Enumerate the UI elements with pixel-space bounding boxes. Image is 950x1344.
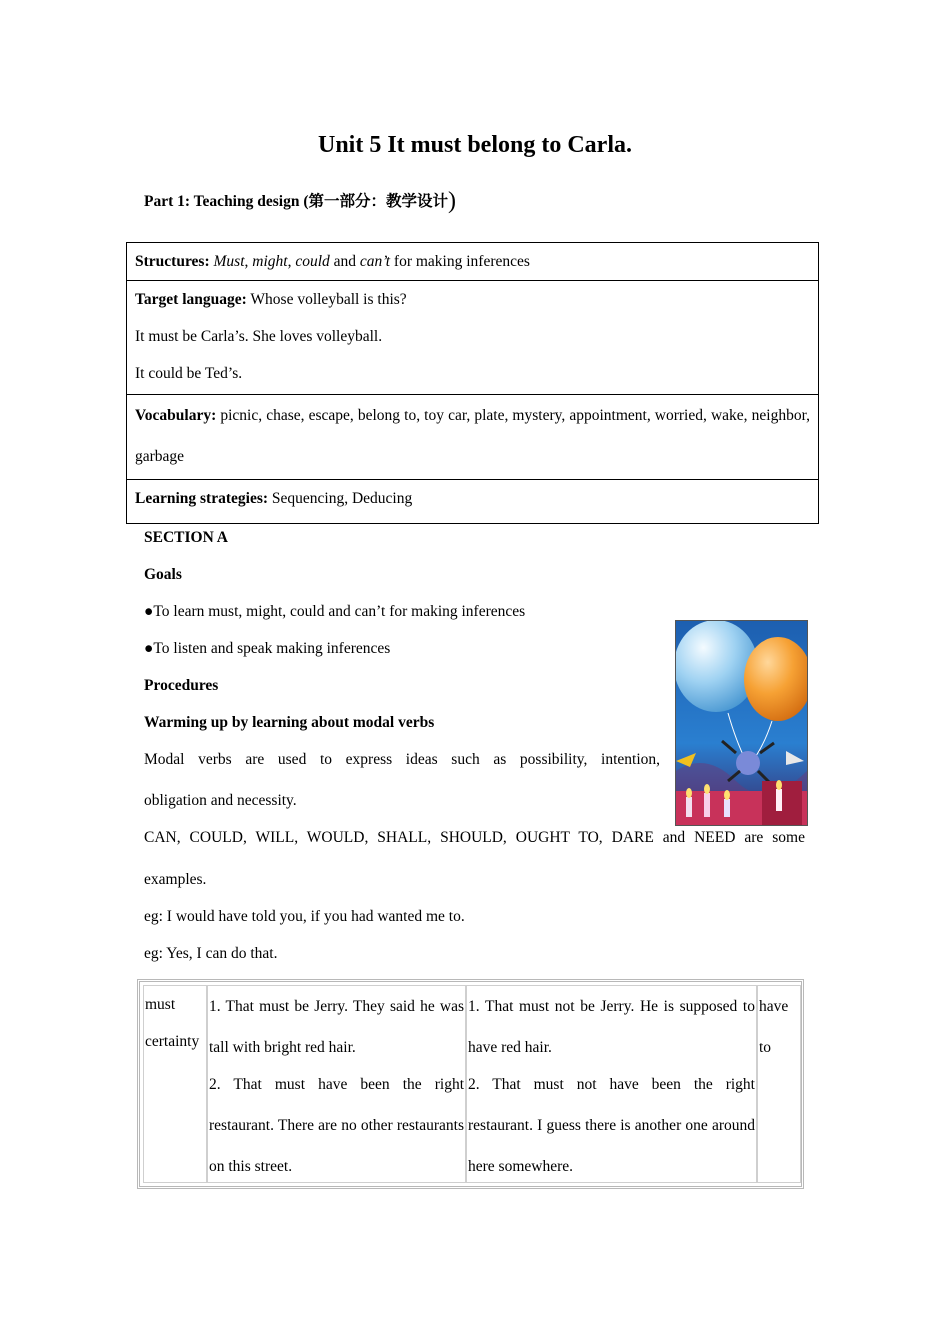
example-sentence-1: eg: I would have told you, if you had wanted me to.	[144, 908, 465, 925]
have-to-line-2: to	[759, 1039, 772, 1056]
structures-might: might	[252, 253, 288, 270]
structures-label: Structures:	[135, 253, 210, 270]
negative-examples-cell	[466, 985, 757, 1183]
structures-cell	[127, 243, 819, 281]
negative-example-2: 2. That must not have been the right restaurant. I guess there is another one around here somewhere.	[468, 1076, 755, 1175]
structures-cant: can’t	[359, 253, 391, 270]
learning-strategies-row	[127, 480, 819, 524]
vocabulary-cell	[127, 395, 819, 480]
have-to-cell	[757, 985, 801, 1183]
examples-line-2: examples.	[144, 871, 207, 888]
bullet-icon: ●	[144, 603, 154, 620]
modal-verbs-line-1: Modal verbs are used to express ideas such as possibility, intention,	[144, 751, 660, 768]
part-heading-close-paren: )	[447, 188, 456, 214]
target-language-cell	[127, 281, 819, 395]
section-a-heading: SECTION A	[144, 529, 228, 546]
learning-strategies-label: Learning strategies:	[135, 490, 269, 507]
goal-item-2	[144, 640, 390, 658]
part-heading-text: Part 1: Teaching design (第一部分：教学设计	[144, 193, 448, 210]
modal-type-must: must	[145, 996, 176, 1013]
positive-example-1: 1. That must be Jerry. They said he was tall with bright red hair.	[209, 998, 464, 1056]
goals-heading: Goals	[144, 566, 182, 583]
negative-example-1: 1. That must not be Jerry. He is supposed to have red hair.	[468, 998, 755, 1056]
modal-type-certainty: certainty	[145, 1033, 200, 1050]
goal-2-text: To listen and speak making inferences	[153, 640, 391, 657]
learning-strategies-cell	[127, 480, 819, 524]
target-language-line2: It must be Carla’s. She loves volleyball.	[135, 328, 383, 345]
target-language-label: Target language:	[135, 291, 247, 308]
structures-could: could	[295, 253, 330, 270]
bullet-icon: ●	[144, 640, 154, 657]
modal-type-cell	[143, 985, 207, 1183]
structures-row	[127, 243, 819, 281]
modal-verbs-table	[137, 979, 804, 1189]
learning-strategies-text: Sequencing, Deducing	[268, 490, 413, 507]
vocabulary-label: Vocabulary:	[135, 407, 217, 424]
procedures-heading: Procedures	[144, 677, 219, 694]
vocabulary-row	[127, 395, 819, 480]
vocabulary-text: picnic, chase, escape, belong to, toy car, plate, mystery, appointment, worried, wake, neighbor, garbage	[135, 407, 810, 465]
target-language-line3: It could be Ted’s.	[135, 365, 243, 382]
positive-example-2: 2. That must have been the right restaurant. There are no other restaurants on this street.	[209, 1076, 464, 1175]
examples-line-1: CAN, COULD, WILL, WOULD, SHALL, SHOULD, OUGHT TO, DARE and NEED are some	[144, 829, 805, 846]
structures-sep1: ,	[244, 253, 253, 270]
structures-must: Must	[213, 253, 245, 270]
goal-1-text: To learn must, might, could and can’t for making inferences	[153, 603, 526, 620]
page-title: Unit 5 It must belong to Carla.	[317, 132, 632, 158]
part-heading	[144, 188, 456, 215]
warming-up-heading: Warming up by learning about modal verbs	[144, 714, 435, 731]
structures-sep2: ,	[287, 253, 296, 270]
teaching-design-table	[126, 242, 819, 524]
structures-and: and	[329, 253, 360, 270]
example-sentence-2: eg: Yes, I can do that.	[144, 945, 278, 962]
balloons-party-picture-icon	[675, 620, 808, 826]
goal-item-1	[144, 603, 525, 621]
target-language-line1: Whose volleyball is this?	[246, 291, 407, 308]
modal-verbs-line-2: obligation and necessity.	[144, 792, 297, 809]
have-to-line-1: have	[759, 998, 789, 1015]
positive-examples-cell	[207, 985, 466, 1183]
target-language-row	[127, 281, 819, 395]
structures-rest: for making inferences	[390, 253, 530, 270]
